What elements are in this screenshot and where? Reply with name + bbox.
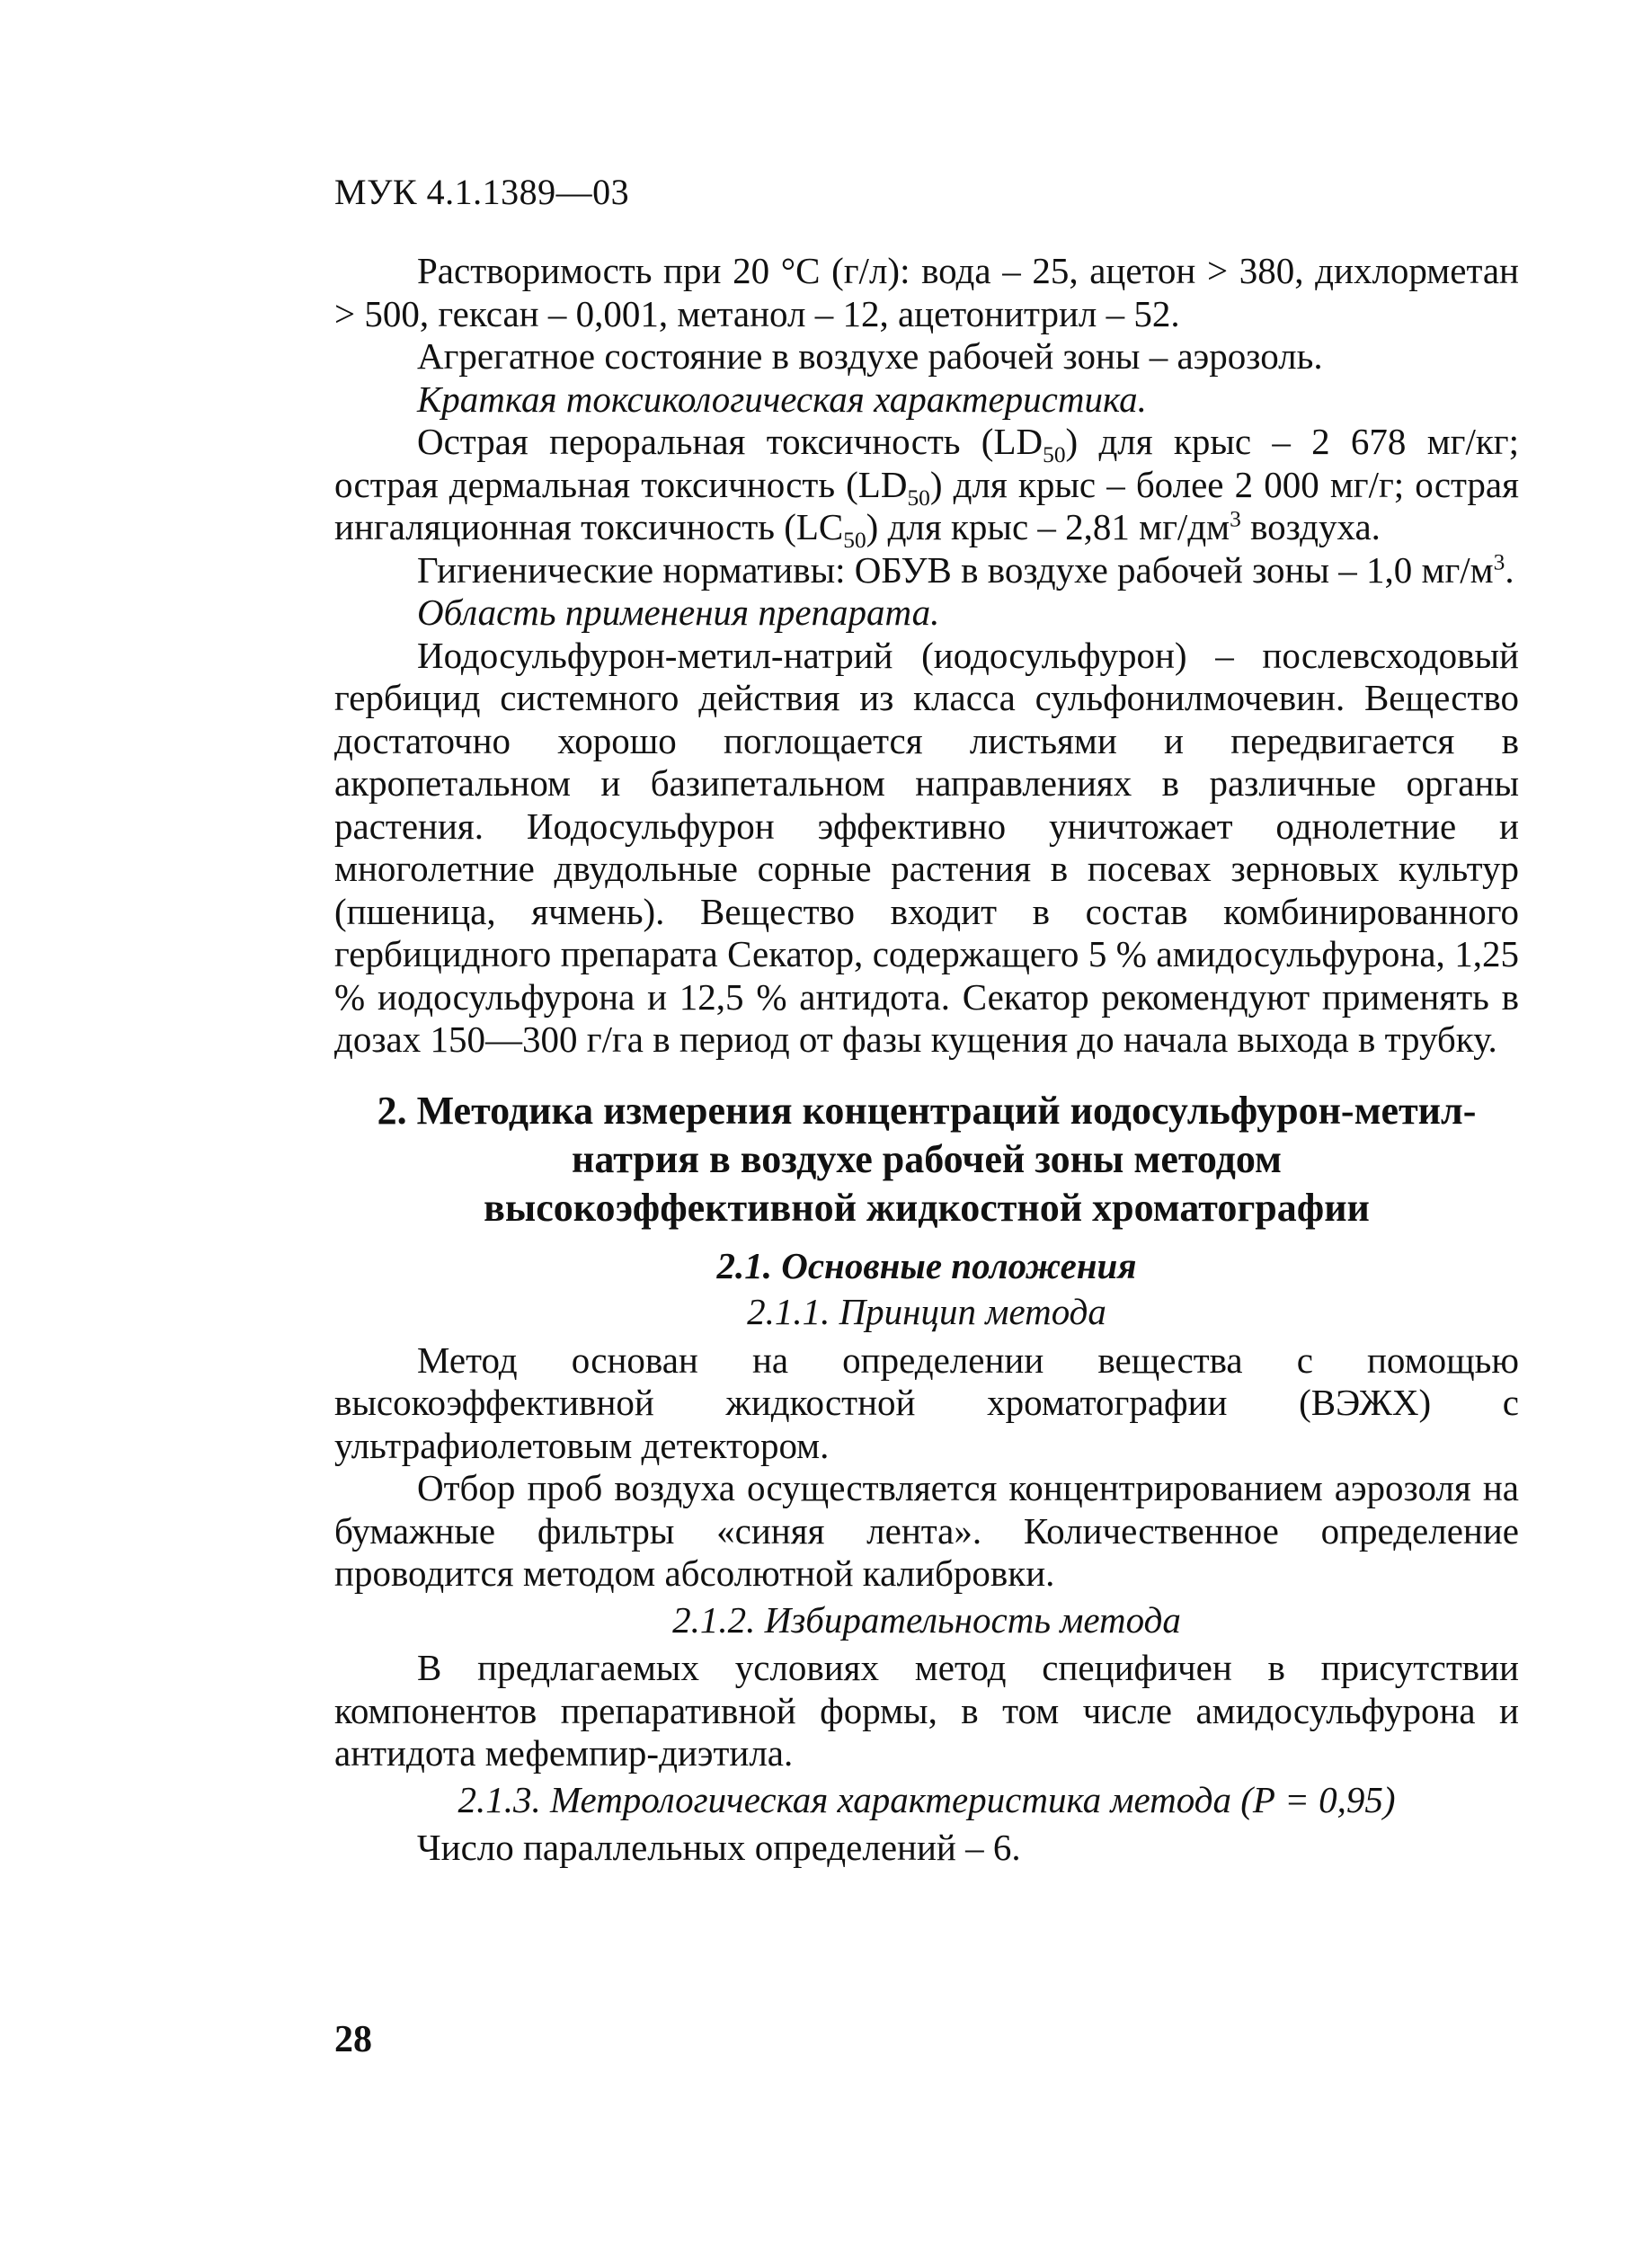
acute-text-4: ) для крыс – 2,81 мг/дм <box>866 506 1230 547</box>
section-2-title-line: высокоэффективной жидкостной хроматографии <box>484 1185 1370 1230</box>
hygiene-text-1: Гигиенические нормативы: ОБУВ в воздухе рабочей зоны – 1,0 мг/м <box>417 548 1494 591</box>
section-2-title-line: 2. Методика измерения концентраций иодосульфурон-метил- <box>377 1088 1477 1133</box>
section-2-title-line: натрия в воздухе рабочей зоны методом <box>571 1136 1283 1181</box>
running-header: МУК 4.1.1389—03 <box>334 172 630 212</box>
heading-application-area: Область применения препарата. <box>417 591 940 633</box>
hygiene-text-2: . <box>1505 548 1514 591</box>
page-number: 28 <box>334 2019 372 2060</box>
acute-text-1: Острая пероральная токсичность (LD <box>417 421 1044 462</box>
paragraph-selectivity: В предлагаемых условиях метод специфичен в присутствии компонентов препаративной формы, в том числе амидосульфурона и антидота мефемпир-диэтила. <box>334 1647 1519 1774</box>
subscript-50: 50 <box>1043 442 1066 468</box>
heading-toxicology: Краткая токсикологическая характеристика. <box>417 378 1147 420</box>
paragraph-acute-toxicity <box>334 421 1519 554</box>
subsection-2-1-3-heading: 2.1.3. Метрологическая характеристика метода (Р = 0,95) <box>457 1778 1396 1820</box>
subsection-2-1-heading: 2.1. Основные положения <box>716 1244 1137 1286</box>
subscript-50: 50 <box>843 528 866 554</box>
acute-text-5: воздуха. <box>1240 506 1381 547</box>
paragraph-parallel-count: Число параллельных определений – 6. <box>417 1827 1021 1868</box>
subsection-2-1-2-heading: 2.1.2. Избирательность метода <box>672 1598 1181 1641</box>
paragraph-method-principle: Метод основан на определении вещества с помощью высокоэффективной жидкостной хроматографии (ВЭЖХ) с ультрафиолетовым детектором. <box>334 1339 1519 1466</box>
acute-text-2: ) для крыс – 2 678 мг/кг; острая дермальная токсичность (LD <box>334 421 1519 505</box>
page-body <box>334 250 1519 1870</box>
paragraph-application-area: Иодосульфурон-метил-натрий (иодосульфурон) – послевсходовый гербицид системного действия из класса сульфонилмочевин. Вещество достаточно хорошо поглощается листьями и передвигается в акропетальном и базипетальном направлениях в различные органы растения. Иодосульфурон эффективно уничтожает однолетние и многолетние двудольные сорные растения в посевах зерновых культур (пшеница, ячмень). Вещество входит в состав комбинированного гербицидного препарата Секатор, содержащего 5 % амидосульфурона, 1,25 % иодосульфурона и 12,5 % антидота. Секатор рекомендуют применять в дозах 150—300 г/га в период от фазы кущения до начала выхода в трубку. <box>334 634 1519 1060</box>
subsection-2-1-1-heading: 2.1.1. Принцип метода <box>747 1291 1106 1332</box>
subscript-50: 50 <box>907 485 930 511</box>
paragraph-air-sampling: Отбор проб воздуха осуществляется концентрированием аэрозоля на бумажные фильтры «синяя лента». Количественное определение проводится методом абсолютной калибровки. <box>334 1467 1519 1594</box>
paragraph-aggregate-state: Агрегатное состояние в воздухе рабочей зоны – аэрозоль. <box>417 335 1323 377</box>
superscript-3: 3 <box>1230 506 1241 532</box>
paragraph-hygiene-norms <box>334 549 1519 592</box>
superscript-3: 3 <box>1493 548 1505 574</box>
section-2-title <box>334 1087 1519 1232</box>
paragraph-solubility: Растворимость при 20 °С (г/л): вода – 25, ацетон > 380, дихлорметан > 500, гексан – 0,001, метанол – 12, ацетонитрил – 52. <box>334 250 1519 334</box>
acute-text-3: ) для крыс – более 2 000 мг/г; острая ингаляционная токсичность (LC <box>334 463 1519 547</box>
